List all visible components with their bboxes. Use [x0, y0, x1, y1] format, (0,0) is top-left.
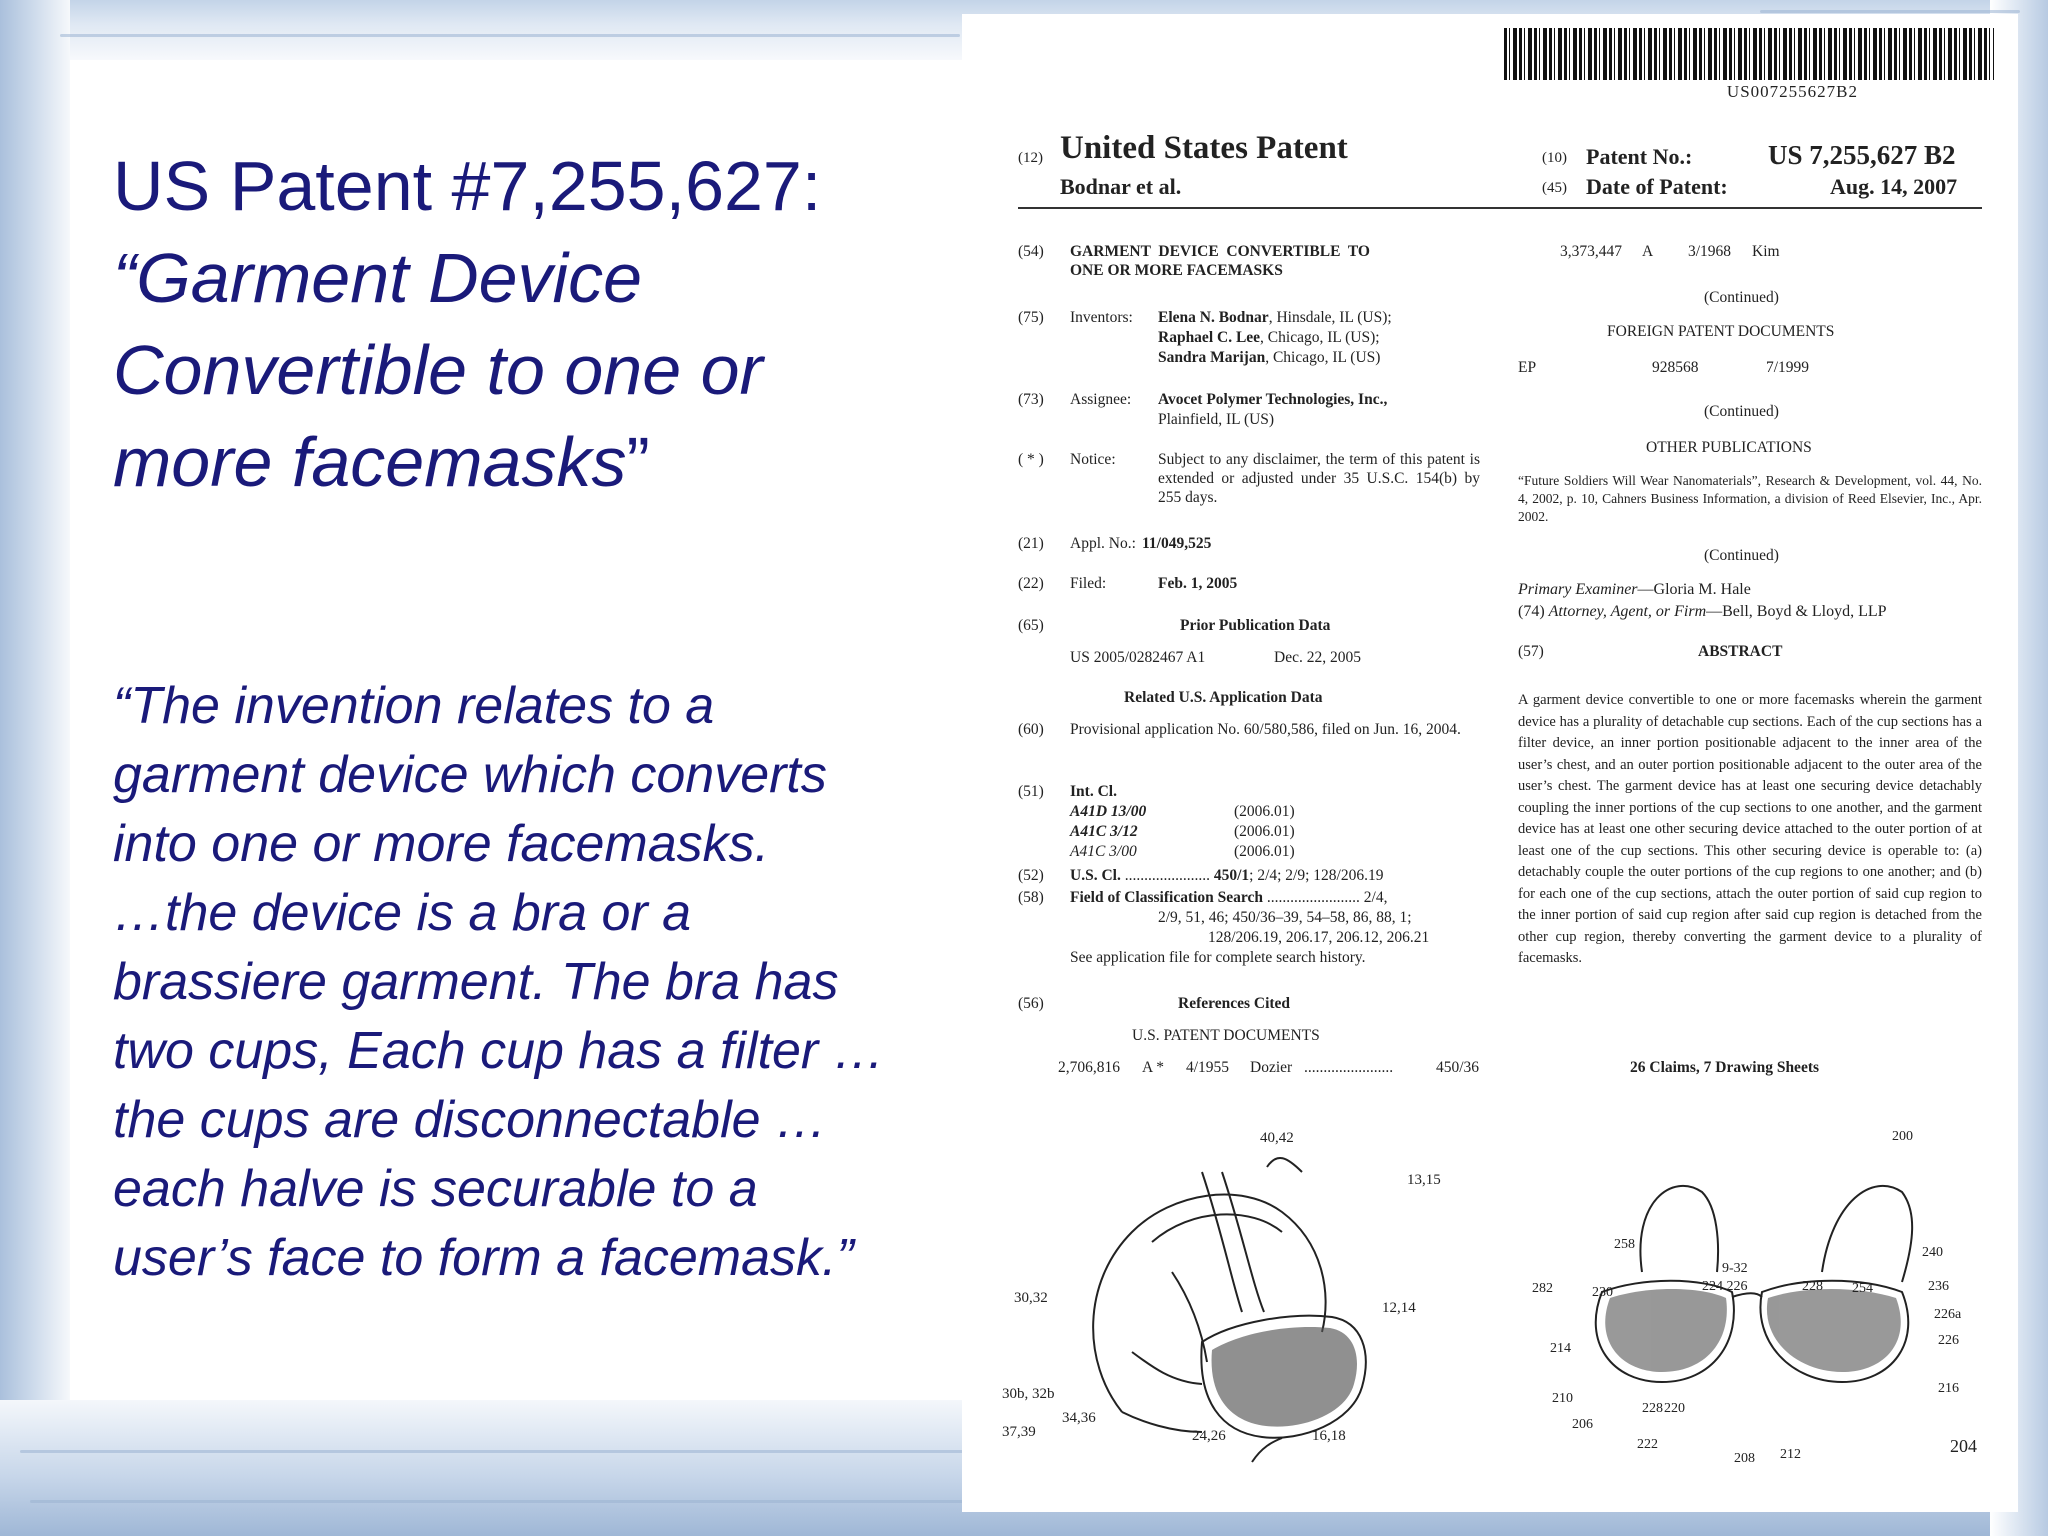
int-cl-class: A41D 13/00	[1070, 803, 1147, 820]
prior-pub-heading: Prior Publication Data	[1180, 617, 1331, 634]
figure-label: 282	[1532, 1281, 1553, 1296]
field-code: (57)	[1518, 643, 1544, 660]
patent-no-prefix: (10)	[1542, 150, 1567, 166]
slide-title	[113, 140, 933, 508]
other-publication: “Future Soldiers Will Wear Nanomaterials”, Research & Development, vol. 44, No. 4, 2002, p. 10, Cahners Business Information, a division of Reed Elsevier, Inc., Apr. 2002.	[1518, 473, 1982, 524]
abstract-heading: ABSTRACT	[1698, 643, 1783, 660]
header-rule	[1018, 207, 1982, 209]
related-heading: Related U.S. Application Data	[1124, 689, 1323, 706]
notice-label: Notice:	[1070, 451, 1116, 468]
continued-note: (Continued)	[1704, 403, 1779, 420]
figure-label: 222	[1637, 1437, 1658, 1452]
patent-page	[962, 14, 2018, 1512]
figure-label: 212	[1780, 1447, 1801, 1462]
frame-streak	[20, 1450, 1000, 1453]
other-pubs-heading: OTHER PUBLICATIONS	[1646, 439, 1812, 456]
field-code: ( * )	[1018, 451, 1044, 468]
patent-no-label: Patent No.:	[1586, 144, 1693, 169]
field-search-line: 2/9, 51, 46; 450/36–39, 54–58, 86, 88, 1;	[1158, 909, 1412, 926]
field-code: (21)	[1018, 535, 1044, 552]
quote-line: into one or more facemasks.	[113, 815, 770, 873]
ref-number: 2,706,816	[1058, 1059, 1120, 1076]
filed-label: Filed:	[1070, 575, 1107, 592]
facemask-drawing	[1002, 1112, 1482, 1472]
int-cl-version: (2006.01)	[1234, 843, 1295, 860]
figure-label: 226a	[1934, 1307, 1962, 1322]
figure-label: 224 226	[1702, 1279, 1748, 1294]
field-code: (58)	[1018, 889, 1044, 906]
frame-streak	[1760, 10, 2020, 13]
provisional-application: Provisional application No. 60/580,586, filed on Jun. 16, 2004.	[1070, 721, 1461, 738]
filed-date: Feb. 1, 2005	[1158, 575, 1238, 592]
field-search-line: 128/206.19, 206.17, 206.12, 206.21	[1208, 929, 1430, 946]
int-cl-class: A41C 3/00	[1070, 843, 1137, 860]
bra-drawing	[1502, 1112, 2002, 1472]
quote-line: brassiere garment. The bra has	[113, 953, 839, 1011]
invention-title: GARMENT DEVICE CONVERTIBLE TO ONE OR MORE FACEMASKS	[1070, 243, 1370, 279]
assignee-name: Avocet Polymer Technologies, Inc.,	[1158, 391, 1388, 408]
abstract-text: A garment device convertible to one or more facemasks wherein the garment device has a plurality of detachable cup sections. Each of the cup sections has a filter device, an inner portion positionable adjacent to the inner area of the user’s chest, and an outer portion positionable adjacent to the outer area of the user’s chest. The garment device has at least one securing device detachably coupling the inner portions of the cup sections to one another, and the garment device has at least one other securing device attached to the outer portion of at least one of the cup sections. This other securing device is operable to: (a) detachably couple the outer portions of the cup regions to one another; and (b) for each one of the cup sections, attach the outer portion of said cup region to the inner portion of said cup region after said cup region is detached from the other cup region, thereby converting the garment device to a plurality of facemasks.	[1518, 692, 1982, 966]
barcode-number: US007255627B2	[1726, 82, 1858, 101]
figure-label: 24,26	[1192, 1428, 1226, 1444]
figure-label: 37,39	[1002, 1424, 1036, 1440]
quote-line: the cups are disconnectable …	[113, 1091, 827, 1149]
figure-label: 230	[1592, 1285, 1613, 1300]
appl-no-label: Appl. No.:	[1070, 535, 1136, 552]
int-cl-version: (2006.01)	[1234, 803, 1295, 820]
figure-label: 206	[1572, 1417, 1593, 1432]
assignee-label: Assignee:	[1070, 391, 1132, 408]
ref-kind: A	[1642, 243, 1654, 260]
ref-name: Dozier	[1250, 1059, 1293, 1076]
field-code: (51)	[1018, 783, 1044, 800]
prior-pub-number: US 2005/0282467 A1	[1070, 649, 1206, 666]
foreign-docs-heading: FOREIGN PATENT DOCUMENTS	[1607, 323, 1835, 340]
figure-label: 220	[1664, 1401, 1685, 1416]
notice-text: Subject to any disclaimer, the term of this patent is extended or adjusted under 35 U.S.C. 154(b) by 255 days.	[1158, 451, 1480, 506]
quote-line: each halve is securable to a	[113, 1160, 758, 1218]
figure-label: 210	[1552, 1391, 1573, 1406]
figure-label: 204	[1950, 1436, 1977, 1456]
title-italic: “Garment Device Convertible to one or more facemasks	[113, 239, 763, 501]
figure-label: 30b, 32b	[1002, 1386, 1055, 1402]
ref-date: 4/1955	[1186, 1059, 1230, 1076]
ref-class: 450/36	[1436, 1059, 1480, 1076]
us-cl-line: U.S. Cl. ...................... 450/1; 2/4; 2/9; 128/206.19	[1070, 867, 1384, 884]
prior-pub-date: Dec. 22, 2005	[1274, 649, 1361, 666]
figure-label: 216	[1938, 1381, 1959, 1396]
continued-note: (Continued)	[1704, 289, 1779, 306]
foreign-date: 7/1999	[1766, 359, 1810, 376]
foreign-country: EP	[1518, 359, 1537, 376]
inventor-line: Elena N. Bodnar, Hinsdale, IL (US);	[1158, 309, 1392, 326]
ref-date: 3/1968	[1688, 243, 1732, 260]
figure-label: 200	[1892, 1129, 1913, 1144]
int-cl-label: Int. Cl.	[1070, 783, 1117, 800]
assignee-location: Plainfield, IL (US)	[1158, 411, 1275, 428]
patent-office: United States Patent	[1060, 130, 1348, 166]
figure-label: 34,36	[1062, 1410, 1096, 1426]
int-cl-version: (2006.01)	[1234, 823, 1295, 840]
figure-label: 258	[1614, 1237, 1635, 1252]
figure-label: 254	[1852, 1281, 1873, 1296]
figure-label: 226	[1938, 1333, 1959, 1348]
field-code: (52)	[1018, 867, 1044, 884]
inventors-label: Inventors:	[1070, 309, 1133, 326]
int-cl-class: A41C 3/12	[1070, 823, 1138, 840]
quote-line: user’s face to form a facemask.”	[113, 1229, 854, 1287]
date-prefix: (45)	[1542, 180, 1567, 196]
ref-number: 3,373,447	[1560, 243, 1622, 260]
date-label: Date of Patent:	[1586, 174, 1728, 199]
barcode	[1504, 28, 1994, 80]
claims-summary: 26 Claims, 7 Drawing Sheets	[1630, 1059, 1820, 1076]
frame-left	[0, 0, 70, 1536]
figure-label: 30,32	[1014, 1290, 1048, 1306]
figure-label: 214	[1550, 1341, 1571, 1356]
date-of-patent: Aug. 14, 2007	[1830, 174, 1958, 199]
field-code: (54)	[1018, 243, 1044, 260]
quote-line: two cups, Each cup has a filter …	[113, 1022, 885, 1080]
ref-dots: .......................	[1304, 1059, 1394, 1076]
inventor-line: Sandra Marijan, Chicago, IL (US)	[1158, 349, 1381, 366]
field-search-note: See application file for complete search history.	[1070, 949, 1366, 966]
examiner-line: Primary Examiner—Gloria M. Hale	[1518, 581, 1751, 598]
figure-label: 13,15	[1407, 1172, 1441, 1188]
field-search-line: Field of Classification Search ........................ 2/4,	[1070, 889, 1388, 906]
quote-line: “The invention relates to a	[113, 677, 715, 735]
quote-line: …the device is a bra or a	[113, 884, 692, 942]
field-code: (56)	[1018, 995, 1044, 1012]
inventor-line: Raphael C. Lee, Chicago, IL (US);	[1158, 329, 1380, 346]
field-code: (75)	[1018, 309, 1044, 326]
foreign-number: 928568	[1652, 359, 1699, 376]
title-line1: US Patent #7,255,627:	[113, 147, 822, 225]
figure-label: 228	[1642, 1401, 1663, 1416]
quote-block	[113, 672, 953, 1293]
references-heading: References Cited	[1178, 995, 1291, 1012]
title-close: ”	[626, 423, 650, 501]
quote-line: garment device which converts	[113, 746, 827, 804]
figure-label: 208	[1734, 1451, 1755, 1466]
us-docs-heading: U.S. PATENT DOCUMENTS	[1132, 1027, 1320, 1044]
field-code: (73)	[1018, 391, 1044, 408]
kind-prefix: (12)	[1018, 150, 1043, 166]
field-code: (22)	[1018, 575, 1044, 592]
figure-label: 236	[1928, 1279, 1949, 1294]
field-code: (60)	[1018, 721, 1044, 738]
figure-label: 240	[1922, 1245, 1943, 1260]
figure-label: 16,18	[1312, 1428, 1346, 1444]
field-code: (65)	[1018, 617, 1044, 634]
ref-name: Kim	[1752, 243, 1780, 260]
frame-streak	[60, 34, 960, 37]
patent-number: US 7,255,627 B2	[1768, 140, 1956, 170]
figure-label: 12,14	[1382, 1300, 1416, 1316]
ref-kind: A *	[1142, 1059, 1164, 1076]
continued-note: (Continued)	[1704, 547, 1779, 564]
inventor-short: Bodnar et al.	[1060, 174, 1182, 199]
attorney-line: (74) Attorney, Agent, or Firm—Bell, Boyd & Lloyd, LLP	[1518, 603, 1887, 620]
appl-no: 11/049,525	[1142, 535, 1212, 552]
figure-label: 40,42	[1260, 1130, 1294, 1146]
figure-label: 9-32	[1722, 1261, 1748, 1276]
figure-label: 228	[1802, 1279, 1823, 1294]
